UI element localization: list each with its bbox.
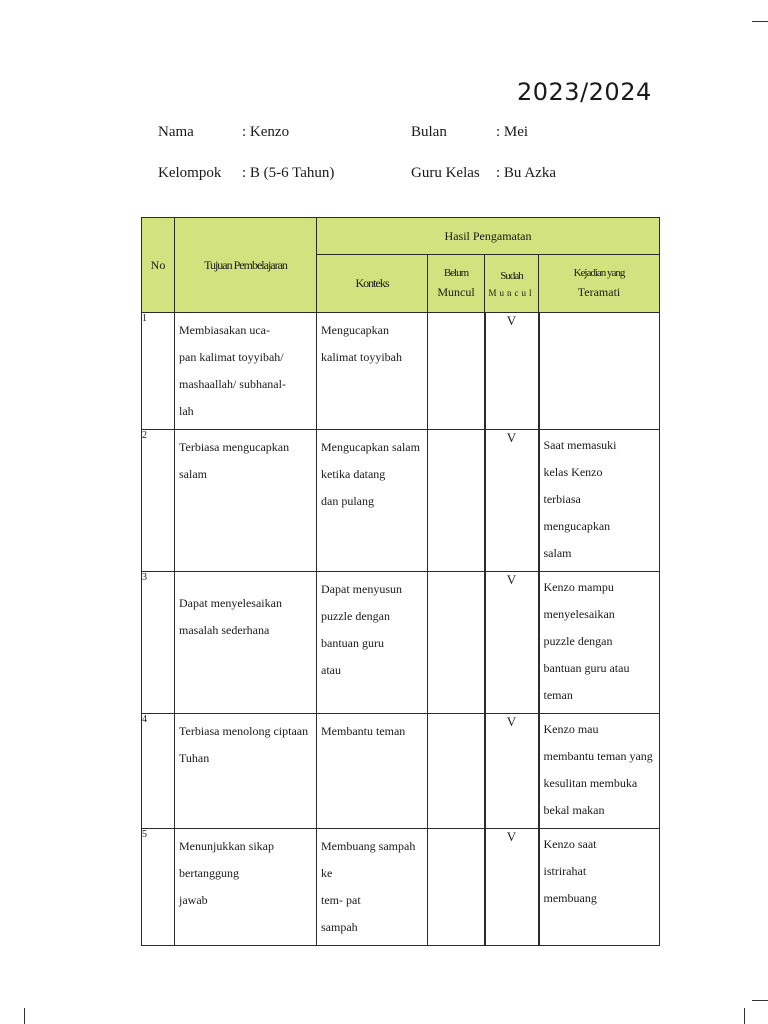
belum-cell bbox=[428, 572, 485, 714]
header-hasil: Hasil Pengamatan bbox=[317, 218, 660, 255]
header-kejadian-line2: Teramati bbox=[577, 285, 621, 299]
crop-mark-bottom-right-v bbox=[744, 1008, 745, 1024]
kejadian-cell bbox=[539, 714, 660, 829]
sudah-cell: V bbox=[485, 313, 539, 430]
tujuan-line: pan kalimat toyyibah/ bbox=[179, 350, 284, 364]
row-number: 3 bbox=[142, 572, 175, 714]
kejadian-line: Kenzo mau bbox=[543, 722, 599, 736]
row-number: 2 bbox=[142, 430, 175, 572]
konteks-cell bbox=[317, 714, 428, 829]
crop-mark-bottom-right-h bbox=[752, 1000, 768, 1001]
table-row bbox=[142, 430, 660, 572]
row-number: 1 bbox=[142, 313, 175, 430]
header-belum-line2: Muncul bbox=[437, 285, 475, 299]
table-row bbox=[142, 714, 660, 829]
kejadian-line: bantuan guru atau bbox=[543, 661, 630, 675]
konteks-line: atau bbox=[321, 663, 341, 677]
kejadian-line: menyelesaikan bbox=[543, 607, 615, 621]
row-number: 5 bbox=[142, 829, 175, 946]
konteks-line: kalimat toyyibah bbox=[321, 350, 402, 364]
tujuan-line: Terbiasa mengucapkan salam bbox=[179, 440, 290, 481]
header-tujuan: Tujuan Pembelajaran bbox=[175, 218, 317, 313]
kejadian-line: Kenzo mampu bbox=[543, 580, 614, 594]
konteks-line: sampah bbox=[321, 920, 358, 934]
belum-cell bbox=[428, 313, 485, 430]
crop-mark-bottom-left bbox=[24, 1008, 25, 1024]
kejadian-line: kelas Kenzo bbox=[543, 465, 603, 479]
nama-label: Nama bbox=[158, 124, 194, 140]
konteks-cell bbox=[317, 829, 428, 946]
kejadian-line: membantu teman yang bbox=[543, 749, 653, 763]
kejadian-line: Saat memasuki bbox=[543, 438, 617, 452]
kejadian-cell bbox=[539, 572, 660, 714]
table-row bbox=[142, 829, 660, 946]
guru-value: : Bu Azka bbox=[496, 165, 556, 181]
kejadian-line: membuang bbox=[543, 891, 597, 905]
kejadian-cell bbox=[539, 430, 660, 572]
table-row bbox=[142, 572, 660, 714]
kejadian-cell bbox=[539, 313, 660, 430]
header-belum-line1: Belum bbox=[443, 267, 469, 279]
kejadian-line: puzzle dengan bbox=[543, 634, 613, 648]
header-sudah-line1: Sudah bbox=[500, 269, 523, 282]
kejadian-line: bekal makan bbox=[543, 803, 605, 817]
kejadian-line: kesulitan membuka bbox=[543, 776, 638, 790]
nama-value: : Kenzo bbox=[242, 124, 290, 140]
belum-cell bbox=[428, 430, 485, 572]
konteks-cell bbox=[317, 572, 428, 714]
tujuan-line: masalah sederhana bbox=[179, 623, 270, 637]
konteks-line: Membuang sampah ke bbox=[321, 839, 416, 880]
tujuan-cell bbox=[175, 714, 317, 829]
tujuan-cell bbox=[175, 313, 317, 430]
sudah-cell: V bbox=[485, 572, 539, 714]
konteks-line: dan pulang bbox=[321, 494, 374, 508]
table-row bbox=[142, 313, 660, 430]
tujuan-cell bbox=[175, 829, 317, 946]
konteks-line: tem- pat bbox=[321, 893, 361, 907]
tujuan-line: Tuhan bbox=[179, 751, 210, 765]
konteks-line: puzzle dengan bbox=[321, 609, 390, 623]
kejadian-line: Kenzo saat bbox=[543, 837, 597, 851]
school-year: 2023/2024 bbox=[517, 78, 652, 106]
tujuan-line: Dapat menyelesaikan bbox=[179, 596, 282, 610]
sudah-cell: V bbox=[485, 714, 539, 829]
konteks-line: Dapat menyusun bbox=[321, 582, 402, 596]
tujuan-cell bbox=[175, 572, 317, 714]
header-sudah bbox=[485, 255, 539, 313]
belum-cell bbox=[428, 714, 485, 829]
konteks-line: Mengucapkan salam bbox=[321, 440, 420, 454]
kejadian-line: teman bbox=[543, 688, 573, 702]
header-konteks: Konteks bbox=[317, 255, 428, 313]
bulan-value: : Mei bbox=[496, 124, 529, 140]
belum-cell bbox=[428, 829, 485, 946]
kejadian-line: salam bbox=[543, 546, 572, 560]
observation-table bbox=[141, 217, 660, 946]
kejadian-line: istrirahat bbox=[543, 864, 587, 878]
header-sudah-line2: Muncul bbox=[488, 287, 535, 298]
tujuan-cell bbox=[175, 430, 317, 572]
konteks-line: ketika datang bbox=[321, 467, 386, 481]
kejadian-cell bbox=[539, 829, 660, 946]
konteks-cell bbox=[317, 430, 428, 572]
konteks-line: Membantu teman bbox=[321, 724, 406, 738]
konteks-cell bbox=[317, 313, 428, 430]
tujuan-line: mashaallah/ subhanal- bbox=[179, 377, 286, 391]
header-kejadian bbox=[539, 255, 660, 313]
header-kejadian-line1: Kejadian yang bbox=[573, 267, 625, 279]
kelompok-label: Kelompok bbox=[158, 165, 222, 181]
tujuan-line: Membiasakan uca- bbox=[179, 323, 270, 337]
crop-mark-top-right bbox=[752, 21, 768, 22]
header-belum bbox=[428, 255, 485, 313]
header-no: No bbox=[142, 218, 175, 313]
guru-label: Guru Kelas bbox=[411, 165, 480, 181]
tujuan-line: lah bbox=[179, 404, 194, 418]
kelompok-value: : B (5-6 Tahun) bbox=[242, 165, 335, 181]
tujuan-line: jawab bbox=[179, 893, 208, 907]
bulan-label: Bulan bbox=[411, 124, 447, 140]
tujuan-line: Menunjukkan sikap bertanggung bbox=[179, 839, 274, 880]
row-number: 4 bbox=[142, 714, 175, 829]
sudah-cell: V bbox=[485, 829, 539, 946]
konteks-line: Mengucapkan bbox=[321, 323, 389, 337]
tujuan-line: Terbiasa menolong ciptaan bbox=[179, 724, 309, 738]
sudah-cell: V bbox=[485, 430, 539, 572]
konteks-line: bantuan guru bbox=[321, 636, 384, 650]
kejadian-line: mengucapkan bbox=[543, 519, 611, 533]
kejadian-line: terbiasa bbox=[543, 492, 581, 506]
